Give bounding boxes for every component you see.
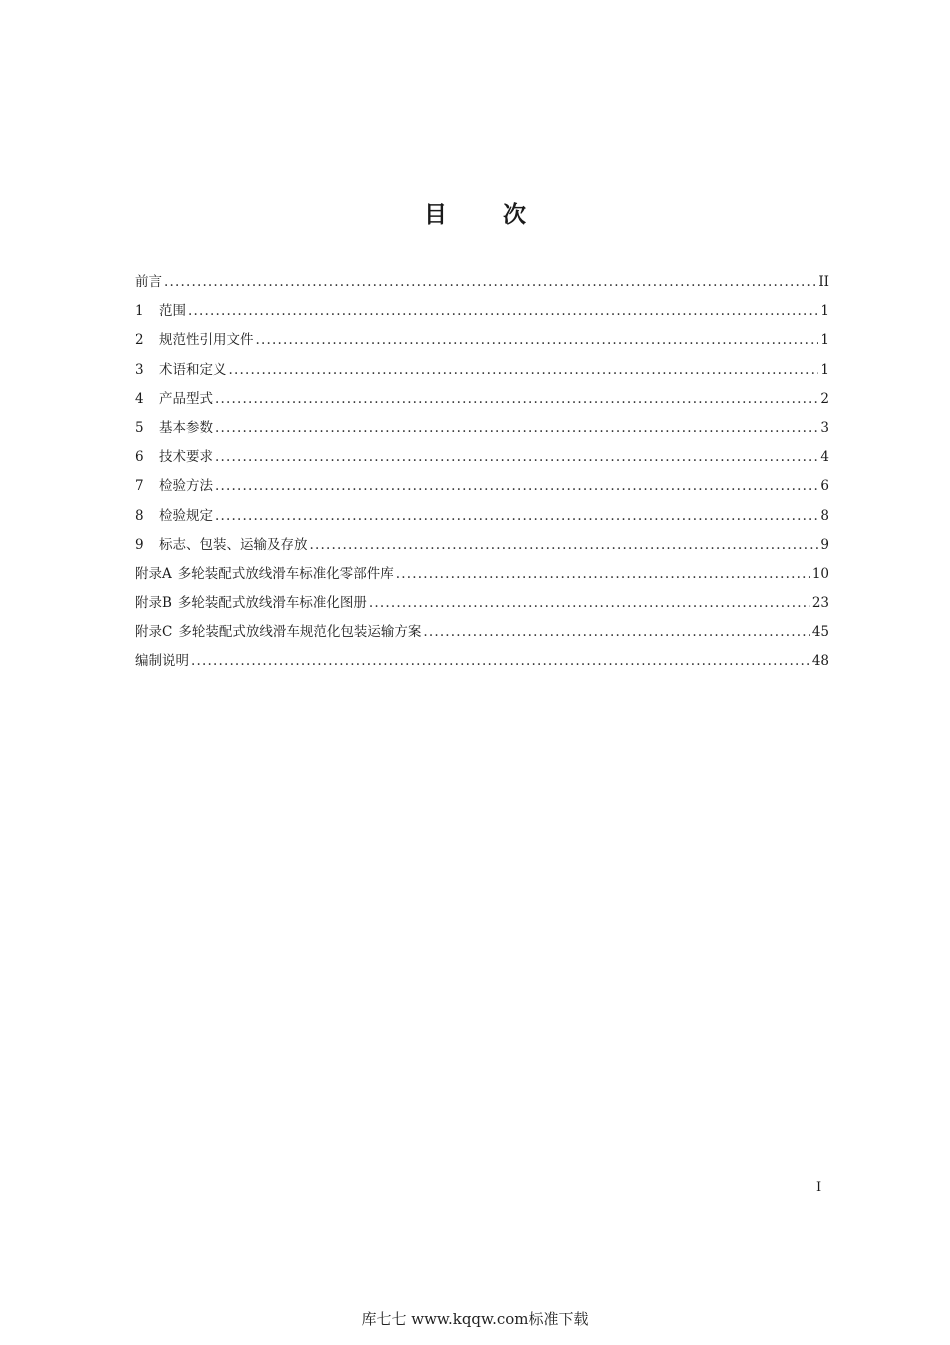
toc-entry-label: 产品型式	[159, 390, 213, 407]
toc-entry-label: 规范性引用文件	[159, 332, 254, 349]
toc-leader-dots	[369, 589, 810, 618]
toc-entry-page: 1	[820, 361, 829, 378]
toc-entry-terms[interactable]	[135, 356, 829, 385]
toc-entry-test-methods[interactable]	[135, 472, 829, 501]
toc-leader-dots	[423, 618, 809, 647]
toc-entry-scope[interactable]	[135, 297, 829, 326]
toc-leader-dots	[191, 647, 810, 676]
title-part-1: 目	[424, 202, 447, 228]
toc-entry-page: 1	[820, 332, 829, 349]
toc-entry-page: 6	[820, 478, 829, 495]
toc-entry-page: 23	[811, 595, 829, 612]
toc-entry-page: 2	[820, 390, 829, 407]
toc-entry-number: 5	[135, 419, 144, 436]
toc-entry-marking-packaging[interactable]	[135, 531, 829, 560]
toc-entry-page: II	[818, 274, 829, 290]
toc-entry-compilation-notes[interactable]	[135, 647, 829, 676]
toc-entry-number: 8	[135, 507, 144, 524]
toc-entry-page: 4	[820, 449, 829, 466]
toc-entry-appendix-prefix: 附录B	[135, 595, 172, 612]
toc-entry-number: 3	[135, 361, 144, 378]
toc-entry-appendix-b[interactable]	[135, 589, 829, 618]
toc-entry-technical-requirements[interactable]	[135, 443, 829, 472]
toc-leader-dots	[310, 531, 819, 560]
toc-entry-label: 前言	[135, 274, 162, 290]
toc-entry-number: 6	[135, 449, 144, 466]
toc-entry-page: 10	[811, 565, 829, 582]
toc-entry-page: 9	[820, 536, 829, 553]
toc-entry-normative-references[interactable]	[135, 326, 829, 355]
toc-entry-number: 7	[135, 478, 144, 495]
title-part-2: 次	[503, 202, 526, 228]
toc-entry-label: 范围	[159, 303, 186, 320]
toc-entry-basic-parameters[interactable]	[135, 414, 829, 443]
toc-entry-label: 检验规定	[159, 507, 213, 524]
toc-entry-page: 1	[820, 303, 829, 320]
toc-leader-dots	[396, 560, 810, 589]
toc-entry-label: 基本参数	[159, 419, 213, 436]
toc-entry-label: 编制说明	[135, 653, 189, 670]
toc-leader-dots	[215, 385, 818, 414]
toc-leader-dots	[215, 472, 818, 501]
toc-entry-appendix-a[interactable]	[135, 560, 829, 589]
toc-entry-label: 术语和定义	[159, 361, 227, 378]
toc-leader-dots	[164, 268, 816, 297]
toc-entry-page: 45	[811, 624, 829, 641]
toc-entry-page: 48	[811, 653, 829, 670]
page-number: I	[816, 1180, 822, 1195]
toc-entry-appendix-prefix: 附录A	[135, 565, 172, 582]
toc-entry-product-type[interactable]	[135, 385, 829, 414]
footer-watermark: 库七七 www.kqqw.com标准下载	[361, 1310, 589, 1328]
toc-entry-inspection-rules[interactable]	[135, 502, 829, 531]
toc-leader-dots	[215, 443, 818, 472]
toc-entry-label: 多轮装配式放线滑车标准化图册	[177, 595, 367, 612]
toc-leader-dots	[188, 297, 818, 326]
toc-entry-page: 8	[820, 507, 829, 524]
toc-entry-number: 4	[135, 390, 144, 407]
toc-entry-label: 多轮装配式放线滑车规范化包装运输方案	[178, 624, 422, 641]
toc-entry-foreword[interactable]	[135, 268, 829, 297]
page-title	[0, 196, 950, 229]
table-of-contents	[135, 268, 829, 677]
toc-entry-number: 2	[135, 332, 144, 349]
toc-entry-number: 1	[135, 303, 144, 320]
toc-leader-dots	[215, 414, 818, 443]
toc-entry-appendix-prefix: 附录C	[135, 624, 173, 641]
toc-entry-label: 标志、包装、运输及存放	[159, 536, 308, 553]
toc-leader-dots	[229, 356, 819, 385]
toc-entry-label: 多轮装配式放线滑车标准化零部件库	[177, 565, 394, 582]
toc-entry-number: 9	[135, 536, 144, 553]
toc-entry-appendix-c[interactable]	[135, 618, 829, 647]
toc-entry-label: 检验方法	[159, 478, 213, 495]
toc-leader-dots	[215, 502, 818, 531]
toc-entry-page: 3	[820, 419, 829, 436]
toc-leader-dots	[256, 326, 819, 355]
toc-entry-label: 技术要求	[159, 449, 213, 466]
